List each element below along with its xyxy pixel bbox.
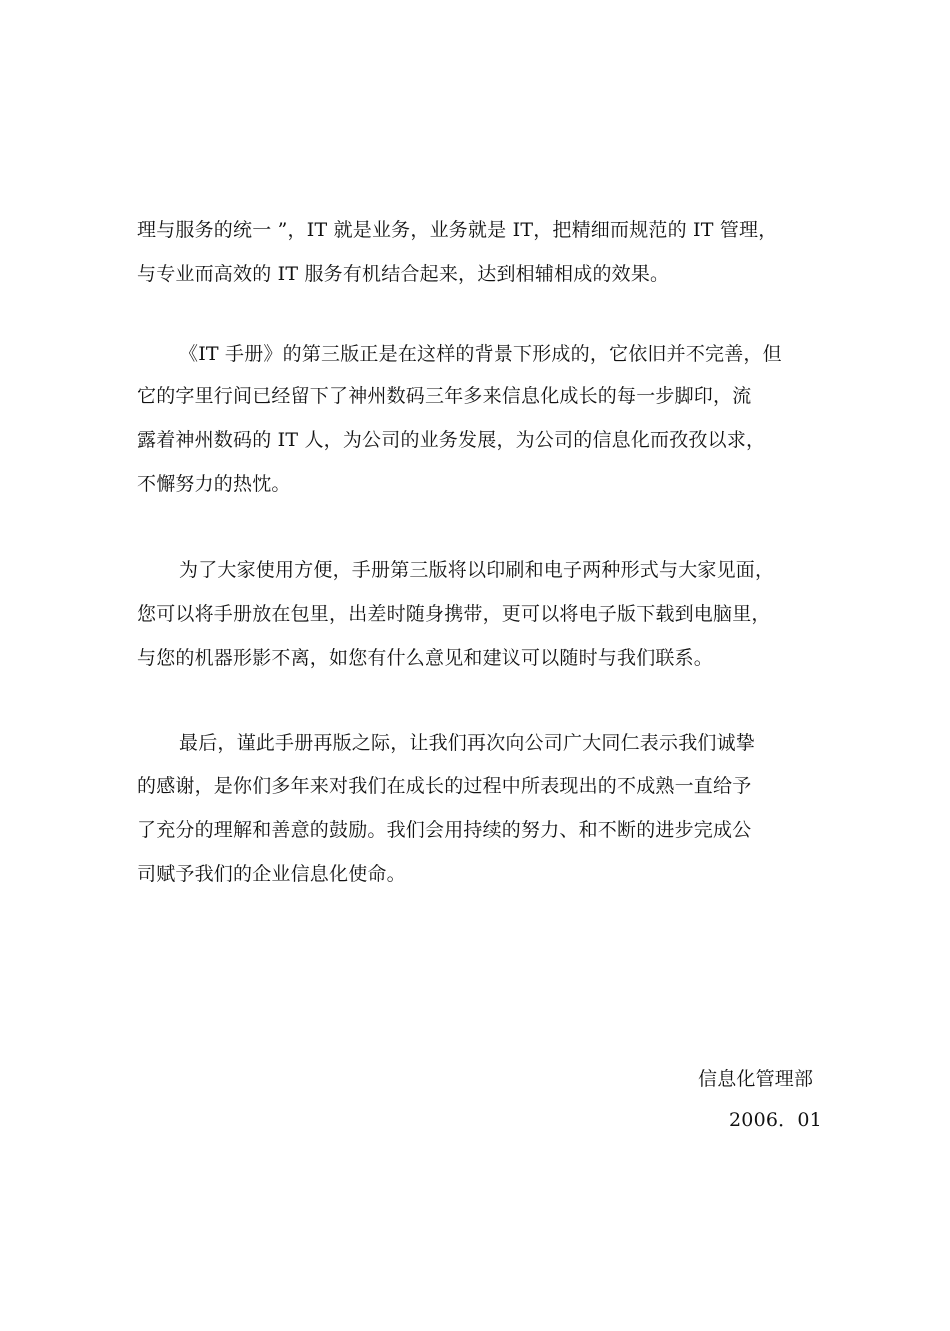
paragraph-2-line-3: 露着神州数码的 IT 人，为公司的业务发展，为公司的信息化而孜孜以求， [137, 429, 766, 451]
paragraph-2-line-2: 它的字里行间已经留下了神州数码三年多来信息化成长的每一步脚印，流 [137, 385, 752, 407]
paragraph-2-line-1: 《IT 手册》的第三版正是在这样的背景下形成的，它依旧并不完善，但 [179, 343, 782, 365]
paragraph-2-line-4: 不懈努力的热忱。 [137, 473, 291, 495]
paragraph-4-line-1: 最后，谨此手册再版之际，让我们再次向公司广大同仁表示我们诚挚 [179, 732, 756, 754]
paragraph-4-line-3: 了充分的理解和善意的鼓励。我们会用持续的努力、和不断的进步完成公 [137, 819, 752, 841]
paragraph-1-line-2: 与专业而高效的 IT 服务有机结合起来，达到相辅相成的效果。 [137, 263, 670, 285]
paragraph-4-line-4: 司赋予我们的企业信息化使命。 [137, 863, 406, 885]
paragraph-3-line-3: 与您的机器形影不离，如您有什么意见和建议可以随时与我们联系。 [137, 647, 714, 669]
paragraph-3-line-2: 您可以将手册放在包里，出差时随身携带，更可以将电子版下载到电脑里， [137, 603, 771, 625]
paragraph-3-line-1: 为了大家使用方便，手册第三版将以印刷和电子两种形式与大家见面， [179, 559, 775, 581]
signature-department: 信息化管理部 [698, 1068, 814, 1090]
paragraph-4-line-2: 的感谢，是你们多年来对我们在成长的过程中所表现出的不成熟一直给予 [137, 775, 752, 797]
paragraph-1-line-1: 理与服务的统一 ”，IT 就是业务，业务就是 IT，把精细而规范的 IT 管理， [137, 219, 778, 241]
signature-date: 2006．01 [729, 1109, 822, 1131]
